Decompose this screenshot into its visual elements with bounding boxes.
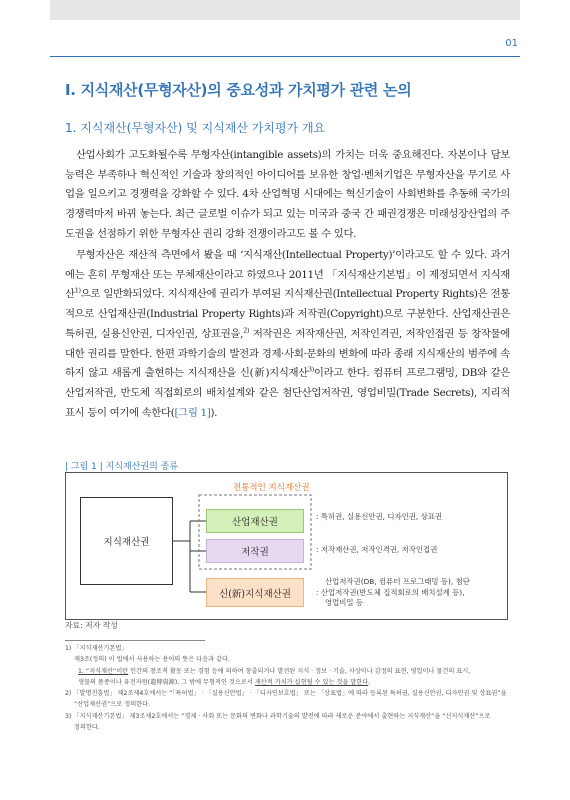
paragraph-2-part-3: 저작권은 저작재산권, 저작인격권, 저작인접권 등 창작물에 대한 권리를 말한다. 한편 과학기술의 발전과 경제·사회·문화의 변화에 따라 종래 지식재산의 범주에 속하지 않고 새롭게 출현하는 지식재산을 신(新)지식재산 bbox=[65, 327, 510, 380]
footnote-1-definition: 인간의 창조적 활동 또는 경험 등에 의하여 창출되거나 발견된 지식 · 정보 · 기술, 사상이나 감정의 표현, 영업이나 물건의 표시, bbox=[128, 667, 471, 675]
paragraph-1-text: 산업사회가 고도화될수록 무형자산(intangible assets)의 가치는 더욱 중요해진다. 자본이나 담보 능력은 부족하나 혁신적인 기술과 창의적인 아이디어를 보유한 창업·벤처기업은 무형자산을 무기로 사업을 일으키고 경쟁력을 강화할 수 있다. 4차 산업혁명 시대에는 혁신기술이 사회변화를 추동해 국가의 경쟁력마저 바뀌 놓는다. 최근 글로벌 이슈가 되고 있는 미국과 중국 간 패권경쟁은 미래성장산업의 주도권을 선점하기 위한 무형자산 권리 강화 전쟁이라고도 볼 수 있다. bbox=[65, 149, 510, 240]
ip-rights-box: 지식재산권 bbox=[80, 497, 173, 585]
footnote-2-line-2: “산업재산권”으로 정의한다. bbox=[74, 701, 151, 709]
page-number: 01 bbox=[505, 38, 518, 49]
new-ip-description-line-2: : 산업저작권(반도체 집적회로의 배치설계 등), bbox=[316, 587, 465, 597]
industrial-property-box: 산업재산권 bbox=[206, 509, 304, 533]
copyright-box: 저작권 bbox=[206, 539, 304, 563]
paragraph-2-part-5: ). bbox=[210, 406, 218, 419]
top-bar bbox=[50, 0, 520, 20]
new-ip-description-line-3: 영업비밀 등 bbox=[325, 598, 364, 607]
footnote-3-line-1: 3) 「지식재산기본법」 제3조제2호에서는 “경제 · 사회 또는 문화의 변화나 과학기술의 발전에 따라 새로운 분야에서 출현하는 지식재산”을 “신지식재산”으로 bbox=[65, 712, 491, 720]
figure-reference[interactable]: [그림 1] bbox=[174, 406, 211, 419]
footnote-ref-3[interactable]: 3) bbox=[307, 365, 314, 374]
footnote-1-term: 1. “지식재산”이란 bbox=[78, 667, 129, 675]
footnote-ref-2[interactable]: 2) bbox=[243, 326, 250, 335]
footnote-ref-1[interactable]: 1) bbox=[74, 286, 81, 295]
copyright-description: : 저작재산권, 저작인격권, 저작인접권 bbox=[316, 545, 438, 554]
new-ip-description-line-1: 산업저작권(DB, 컴퓨터 프로그래밍 등), 첨단 bbox=[325, 577, 470, 586]
figure-1 bbox=[65, 472, 508, 620]
footnote-2-line-1: 2) 「발명진흥법」 제2조제4호에서는 “「특허법」 · 「실용신안법」 · 「디자인보호법」 또는 「상표법」에 따라 등록된 특허권, 실용신안권, 디자인권 및 상표권”을 bbox=[65, 690, 507, 698]
paragraph-2-part-2: 으로 일반화되었다. 지식재산에 권리가 부여된 지식재산권(Intellectual Property Rights)은 전통적으로 산업재산권(Industrial Property Rights)과 저작권(Copyright)으로 구분한다. 산업재산권은 특허권, 실용신안권, 디자인권, 상표권을, bbox=[65, 288, 510, 340]
footnote-1-underlined: 재산적 가치가 실현될 수 있는 것을 말한다 bbox=[254, 678, 369, 686]
section-title: Ⅰ. 지식재산(무형자산)의 중요성과 가치평가 관련 논의 bbox=[65, 81, 412, 99]
footnotes bbox=[65, 643, 515, 733]
figure-source: 자료: 저자 작성 bbox=[65, 621, 118, 630]
paragraph-1 bbox=[65, 146, 510, 245]
traditional-ip-title: 전통적인 지식재산권 bbox=[233, 483, 310, 493]
new-ip-box: 신(新)지식재산권 bbox=[206, 578, 304, 607]
footnote-1-title: 1) 「지식재산기본법」 bbox=[65, 645, 128, 652]
new-ip-description bbox=[316, 577, 470, 609]
footnote-1-end: . bbox=[368, 678, 371, 686]
figure-caption: | 그림 1 | 지식재산권의 종류 bbox=[65, 462, 179, 472]
paragraph-2-part-4: 이라고 한다. 컴퓨터 프로그램밍, DB와 같은 산업저작권, 반도체 직접회로의 배치설계와 같은 첨단산업저작권, 영업비밀(Trade Secrets), 지리적 표시 등이 여기에 속한다( bbox=[65, 367, 510, 419]
footnote-1-item-line-1 bbox=[65, 666, 515, 677]
industrial-property-description: : 특허권, 실용신안권, 디자인권, 상표권 bbox=[316, 512, 443, 521]
footnote-1-definition-cont: 생물의 품종이나 유전자원(遺傳資源), 그 밖에 무형적인 것으로서 bbox=[78, 678, 255, 686]
subsection-title: 1. 지식재산(무형자산) 및 지식재산 가치평가 개요 bbox=[65, 121, 326, 135]
paragraph-2 bbox=[65, 246, 510, 423]
footnote-1-intro: 제3조(정의) 이 법에서 사용하는 용어의 뜻은 다음과 같다. bbox=[74, 656, 230, 664]
header-rule bbox=[50, 56, 520, 57]
footnote-1-item-line-2 bbox=[65, 677, 515, 688]
footnote-3-line-2: 정의한다. bbox=[74, 724, 100, 732]
footnote-rule bbox=[65, 640, 205, 641]
paragraph-2-part-1: 무형자산은 재산적 측면에서 봤을 때 ‘지식재산(Intellectual Property)’이라고도 할 수 있다. 과거에는 흔히 무형재산 또는 무체재산이라고 하였으나 2011년 「지식재산기본법」이 제정되면서 지식재산 bbox=[65, 249, 510, 301]
